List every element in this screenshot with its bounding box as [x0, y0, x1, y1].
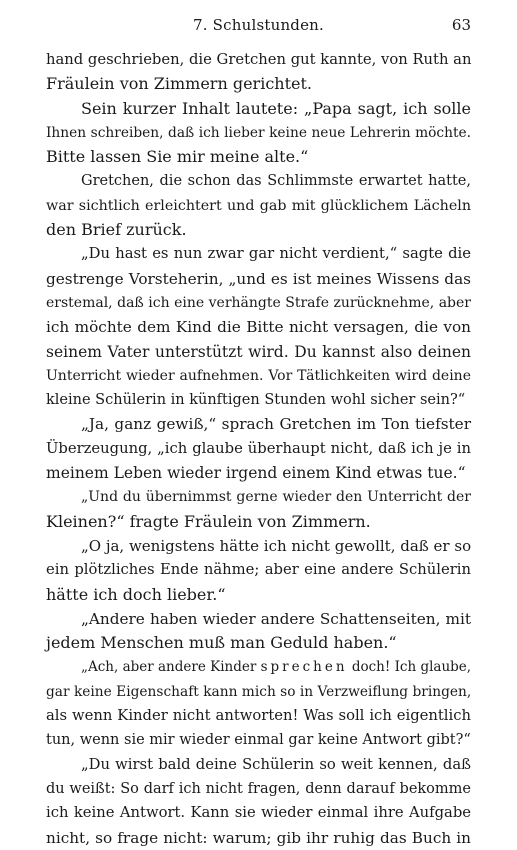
- text-line: Sein kurzer Inhalt lautete: „Papa sagt, ich solle: [81, 98, 471, 118]
- text-line: du weißt: So darf ich nicht fragen, denn darauf bekomme: [46, 780, 471, 797]
- running-title: 7. Schulstunden.: [192, 16, 325, 34]
- text-line: ein plötzliches Ende nähme; aber eine andere Schülerin: [46, 561, 471, 579]
- text-line: Kleinen?“ fragte Fräulein von Zimmern.: [46, 511, 371, 531]
- text-line: hand geschrieben, die Gretchen gut kannte, von Ruth an: [46, 51, 472, 68]
- body-text: [46, 48, 471, 850]
- text-line: Überzeugung, „ich glaube überhaupt nicht, daß ich je in: [46, 439, 471, 457]
- text-line: meinem Leben wieder irgend einem Kind etwas tue.“: [46, 464, 466, 483]
- text-line: tun, wenn sie mir wieder einmal gar keine Antwort gibt?“: [46, 732, 471, 749]
- text-line: „Du wirst bald deine Schülerin so weit kennen, daß: [81, 755, 471, 773]
- text-line: war sichtlich erleichtert und gab mit glücklichem Lächeln: [46, 197, 471, 214]
- running-head: [46, 16, 471, 40]
- text-line: den Brief zurück.: [46, 220, 187, 240]
- text-line: „Du hast es nun zwar gar nicht verdient,“ sagte die: [81, 245, 471, 263]
- text-line: ich keine Antwort. Kann sie wieder einmal ihre Aufgabe: [46, 804, 471, 822]
- text-line: „Ach, aber andere Kinder sprechen doch! Ich glaube,: [81, 659, 472, 676]
- text-line: „Andere haben wieder andere Schattenseiten, mit: [81, 609, 471, 628]
- text-line: hätte ich doch lieber.“: [46, 584, 226, 604]
- text-line: Ihnen schreiben, daß ich lieber keine neue Lehrerin möchte.: [46, 124, 471, 141]
- text-line: Fräulein von Zimmern gerichtet.: [46, 74, 312, 94]
- text-line: „Ja, ganz gewiß,“ sprach Gretchen im Ton tiefster: [81, 415, 471, 434]
- text-line: seinem Vater unterstützt wird. Du kannst also deinen: [46, 342, 471, 361]
- page-number: 63: [451, 16, 471, 34]
- text-line: gar keine Eigenschaft kann mich so in Verzweiflung bringen,: [46, 683, 472, 700]
- text-line: als wenn Kinder nicht antworten! Was soll ich eigentlich: [46, 707, 471, 725]
- text-line: gestrenge Vorsteherin, „und es ist meines Wissens das: [46, 269, 471, 288]
- text-line: jedem Menschen muß man Geduld haben.“: [46, 633, 397, 653]
- text-line: nicht, so frage nicht: warum; gib ihr ruhig das Buch in: [46, 828, 471, 847]
- text-line: ich möchte dem Kind die Bitte nicht versagen, die von: [46, 318, 471, 337]
- text-line: „Und du übernimmst gerne wieder den Unterricht der: [81, 489, 471, 506]
- text-line: Gretchen, die schon das Schlimmste erwartet hatte,: [81, 173, 471, 190]
- text-line: Bitte lassen Sie mir meine alte.“: [46, 147, 309, 167]
- text-line: „O ja, wenigstens hätte ich nicht gewollt, daß er so: [81, 536, 472, 555]
- text-line: kleine Schülerin in künftigen Stunden wohl sicher sein?“: [46, 392, 466, 409]
- text-line: Unterricht wieder aufnehmen. Vor Tätlichkeiten wird deine: [46, 367, 471, 384]
- text-line: erstemal, daß ich eine verhängte Strafe zurücknehme, aber: [46, 294, 471, 311]
